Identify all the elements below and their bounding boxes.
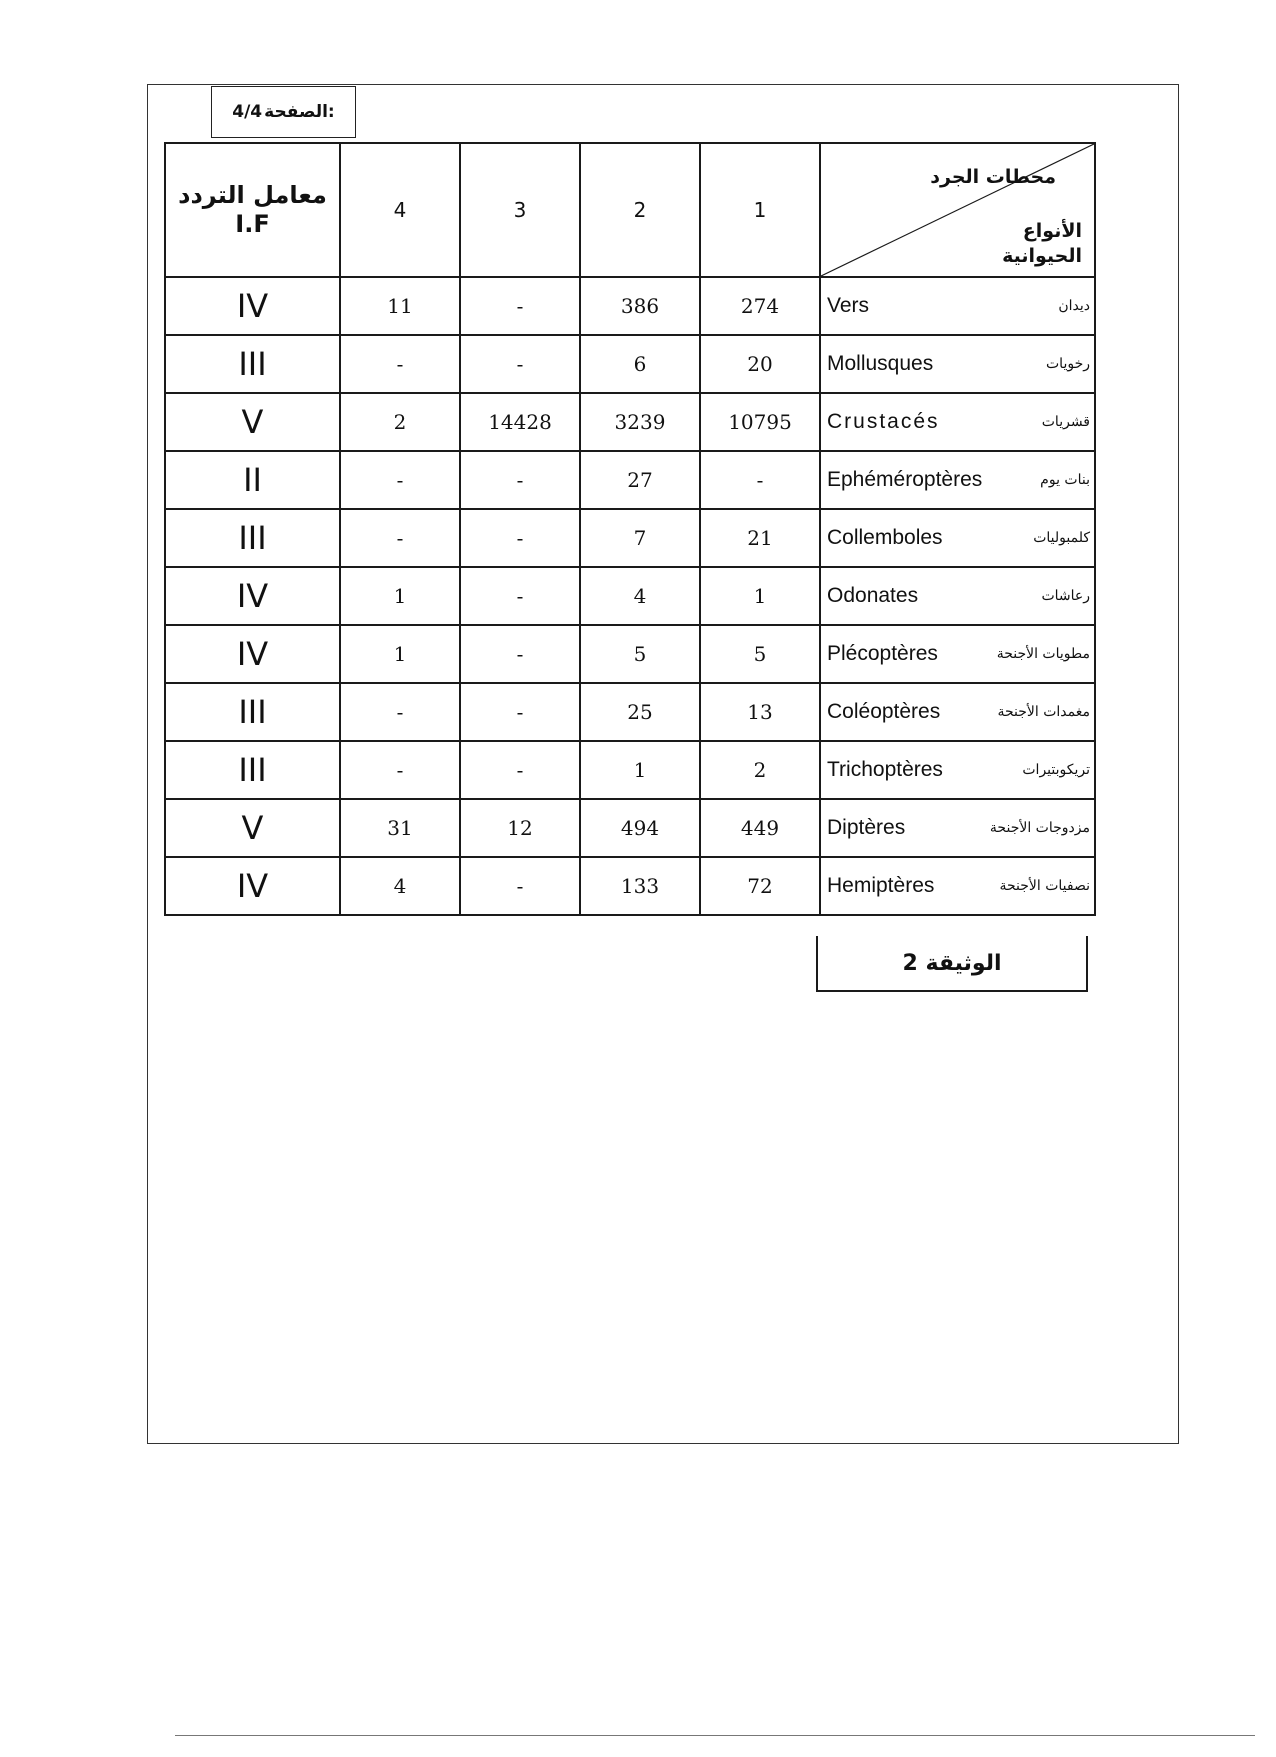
station-4-count: - bbox=[340, 741, 460, 799]
species-name-fr: Ephéméroptères bbox=[827, 468, 983, 491]
station-2-count: 1 bbox=[580, 741, 700, 799]
species-cell bbox=[820, 335, 1095, 393]
if-value-cell: IV bbox=[165, 625, 340, 683]
species-name-fr: Plécoptères bbox=[827, 642, 938, 665]
station-3-count: - bbox=[460, 857, 580, 915]
bottom-rule bbox=[175, 1735, 1255, 1736]
if-header-arabic: معامل التردد bbox=[178, 181, 327, 210]
page-number-box bbox=[211, 86, 356, 138]
species-name-fr: Odonates bbox=[827, 584, 919, 607]
species-cell bbox=[820, 567, 1095, 625]
table-row bbox=[165, 451, 1095, 509]
station-2-count: 133 bbox=[580, 857, 700, 915]
station-3-count: 14428 bbox=[460, 393, 580, 451]
station-1-count: 2 bbox=[700, 741, 820, 799]
station-2-count: 4 bbox=[580, 567, 700, 625]
station-4-count: 31 bbox=[340, 799, 460, 857]
if-value-cell: III bbox=[165, 683, 340, 741]
station-3-count: - bbox=[460, 277, 580, 335]
species-name-fr: Diptères bbox=[827, 816, 906, 839]
station-3-count: - bbox=[460, 683, 580, 741]
species-name-fr: Vers bbox=[827, 294, 870, 317]
station-4-count: - bbox=[340, 335, 460, 393]
species-name-fr: Mollusques bbox=[827, 352, 934, 375]
station-4-count: 4 bbox=[340, 857, 460, 915]
station-3-count: - bbox=[460, 741, 580, 799]
table-row bbox=[165, 625, 1095, 683]
species-cell bbox=[820, 277, 1095, 335]
page-number-value: 4/4 bbox=[232, 102, 263, 122]
species-cell bbox=[820, 799, 1095, 857]
table-row bbox=[165, 683, 1095, 741]
species-cell bbox=[820, 625, 1095, 683]
table-row bbox=[165, 277, 1095, 335]
station-4-count: - bbox=[340, 451, 460, 509]
station-2-count: 27 bbox=[580, 451, 700, 509]
document-label-box bbox=[816, 936, 1088, 992]
species-name-ar: مغمدات الأجنحة bbox=[997, 704, 1090, 720]
station-3-count: - bbox=[460, 625, 580, 683]
station-1-count: 20 bbox=[700, 335, 820, 393]
if-value-cell: IV bbox=[165, 277, 340, 335]
table-row bbox=[165, 393, 1095, 451]
species-name-ar: مزدوجات الأجنحة bbox=[989, 820, 1090, 836]
species-name-ar: مطويات الأجنحة bbox=[996, 646, 1090, 662]
station-2-count: 386 bbox=[580, 277, 700, 335]
station-1-count: 449 bbox=[700, 799, 820, 857]
stations-header-label: محطات الجرد bbox=[930, 166, 1056, 188]
station-1-header: 1 bbox=[700, 143, 820, 277]
inventory-table bbox=[164, 142, 1096, 916]
station-1-count: 72 bbox=[700, 857, 820, 915]
species-name-ar: ديدان bbox=[1058, 298, 1090, 314]
species-name-fr: Collemboles bbox=[827, 526, 943, 549]
station-1-count: 1 bbox=[700, 567, 820, 625]
species-header-line1: الأنواع bbox=[1022, 219, 1082, 242]
station-4-header: 4 bbox=[340, 143, 460, 277]
table-row bbox=[165, 857, 1095, 915]
species-name-ar: تريكوبتيرات bbox=[1022, 762, 1090, 778]
if-value-cell: V bbox=[165, 799, 340, 857]
station-2-count: 7 bbox=[580, 509, 700, 567]
if-value-cell: IV bbox=[165, 567, 340, 625]
station-4-count: - bbox=[340, 509, 460, 567]
species-name-ar: نصفيات الأجنحة bbox=[999, 878, 1090, 894]
station-1-count: 10795 bbox=[700, 393, 820, 451]
station-2-count: 6 bbox=[580, 335, 700, 393]
if-value-cell: II bbox=[165, 451, 340, 509]
species-name-ar: بنات يوم bbox=[1040, 472, 1090, 488]
station-2-count: 494 bbox=[580, 799, 700, 857]
if-value-cell: III bbox=[165, 335, 340, 393]
table-row bbox=[165, 509, 1095, 567]
station-3-count: - bbox=[460, 567, 580, 625]
species-name-fr: Crustacés bbox=[827, 410, 940, 433]
station-1-count: - bbox=[700, 451, 820, 509]
if-value-cell: III bbox=[165, 741, 340, 799]
station-3-count: 12 bbox=[460, 799, 580, 857]
species-header-label bbox=[1002, 219, 1082, 270]
station-2-count: 25 bbox=[580, 683, 700, 741]
station-1-count: 21 bbox=[700, 509, 820, 567]
station-4-count: 11 bbox=[340, 277, 460, 335]
species-name-ar: رعاشات bbox=[1041, 588, 1090, 604]
species-header-line2: الحيوانية bbox=[1002, 245, 1082, 268]
species-name-fr: Hemiptères bbox=[827, 874, 935, 897]
station-1-count: 5 bbox=[700, 625, 820, 683]
station-4-count: - bbox=[340, 683, 460, 741]
station-2-count: 3239 bbox=[580, 393, 700, 451]
station-3-count: - bbox=[460, 335, 580, 393]
station-3-count: - bbox=[460, 509, 580, 567]
station-4-count: 1 bbox=[340, 567, 460, 625]
diagonal-header-cell bbox=[820, 143, 1095, 277]
species-name-ar: كلمبوليات bbox=[1033, 530, 1090, 546]
table-row bbox=[165, 799, 1095, 857]
if-header-cell bbox=[165, 143, 340, 277]
species-cell bbox=[820, 857, 1095, 915]
species-name-fr: Trichoptères bbox=[827, 758, 943, 781]
table-row bbox=[165, 741, 1095, 799]
station-3-header: 3 bbox=[460, 143, 580, 277]
species-cell bbox=[820, 509, 1095, 567]
station-4-count: 1 bbox=[340, 625, 460, 683]
species-cell bbox=[820, 393, 1095, 451]
species-cell bbox=[820, 741, 1095, 799]
table-row bbox=[165, 335, 1095, 393]
station-3-count: - bbox=[460, 451, 580, 509]
species-cell bbox=[820, 683, 1095, 741]
species-name-ar: قشريات bbox=[1041, 414, 1090, 430]
page-number-prefix: الصفحة: bbox=[264, 102, 335, 122]
if-header-code: I.F bbox=[235, 210, 270, 238]
species-name-ar: رخويات bbox=[1046, 356, 1090, 372]
station-4-count: 2 bbox=[340, 393, 460, 451]
table-row bbox=[165, 567, 1095, 625]
document-label: الوثيقة 2 bbox=[902, 950, 1002, 976]
station-2-header: 2 bbox=[580, 143, 700, 277]
if-value-cell: III bbox=[165, 509, 340, 567]
if-value-cell: V bbox=[165, 393, 340, 451]
station-2-count: 5 bbox=[580, 625, 700, 683]
species-cell bbox=[820, 451, 1095, 509]
table-header-row bbox=[165, 143, 1095, 277]
station-1-count: 13 bbox=[700, 683, 820, 741]
station-1-count: 274 bbox=[700, 277, 820, 335]
species-name-fr: Coléoptères bbox=[827, 700, 941, 723]
if-value-cell: IV bbox=[165, 857, 340, 915]
